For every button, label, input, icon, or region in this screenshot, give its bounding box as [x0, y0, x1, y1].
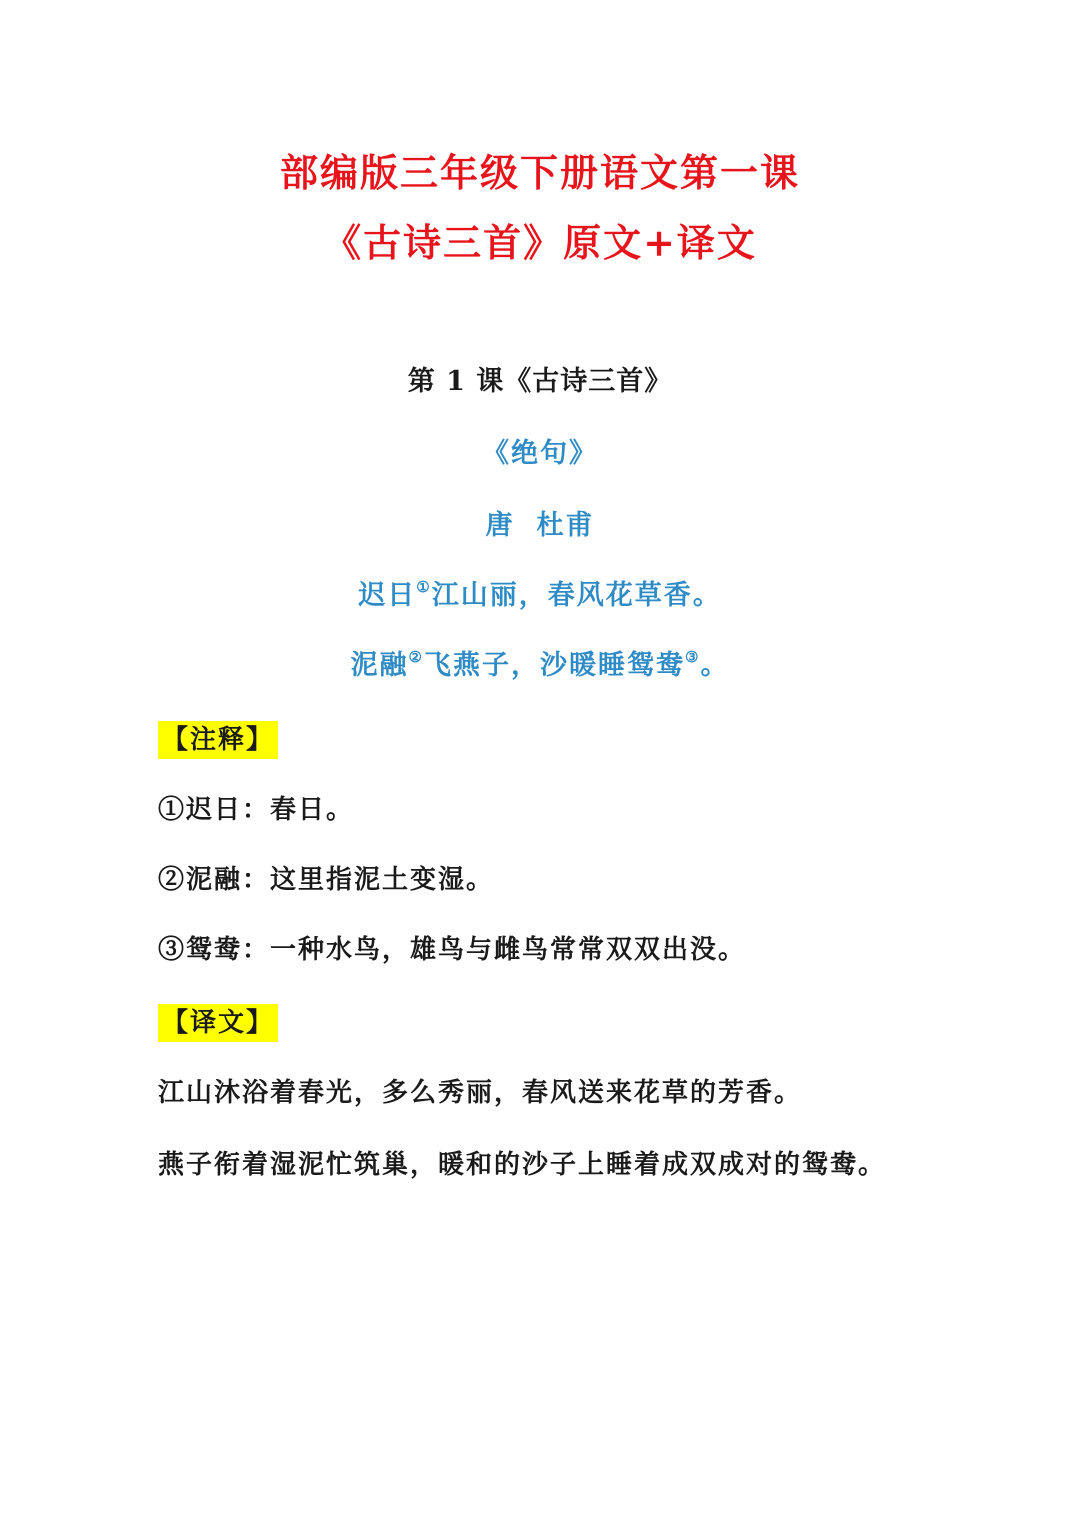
translation-label: 【译文】 — [158, 1004, 278, 1042]
translation-line: 江山沐浴着春光，多么秀丽，春风送来花草的芳香。 — [158, 1078, 803, 1108]
translation-line: 燕子衔着湿泥忙筑巢，暖和的沙子上睡着成双成对的鸳鸯。 — [158, 1150, 887, 1180]
note-item: ③鸳鸯：一种水鸟，雄鸟与雌鸟常常双双出没。 — [158, 935, 747, 965]
poem-author: 杜甫 — [536, 510, 595, 541]
poem-title: 《绝句》 — [482, 438, 598, 469]
poem-line-1 — [0, 578, 1080, 611]
poem-byline — [0, 512, 1080, 539]
lesson-heading: 第 1 课《古诗三首》 — [407, 366, 673, 397]
note-item: ②泥融：这里指泥土变湿。 — [158, 865, 495, 895]
note-item: ①迟日：春日。 — [158, 795, 355, 825]
footnote-marker-2: ② — [408, 648, 424, 666]
poem-line-2-part-b: 飞燕子，沙暖睡鸳鸯 — [424, 650, 685, 681]
notes-label: 【注释】 — [158, 721, 278, 759]
poem-line-1-part-b: 江山丽，春风花草香。 — [431, 580, 722, 611]
poem-dynasty: 唐 — [485, 510, 515, 541]
document-title-line2: 《古诗三首》原文+译文 — [323, 220, 757, 265]
poem-line-2 — [0, 648, 1080, 681]
footnote-marker-1: ① — [416, 578, 432, 596]
footnote-marker-3: ③ — [685, 648, 701, 666]
poem-line-2-part-a: 泥融 — [350, 650, 409, 681]
poem-line-2-part-c: 。 — [700, 650, 730, 681]
poem-line-1-part-a: 迟日 — [358, 580, 417, 611]
document-title-line1: 部编版三年级下册语文第一课 — [279, 150, 800, 195]
